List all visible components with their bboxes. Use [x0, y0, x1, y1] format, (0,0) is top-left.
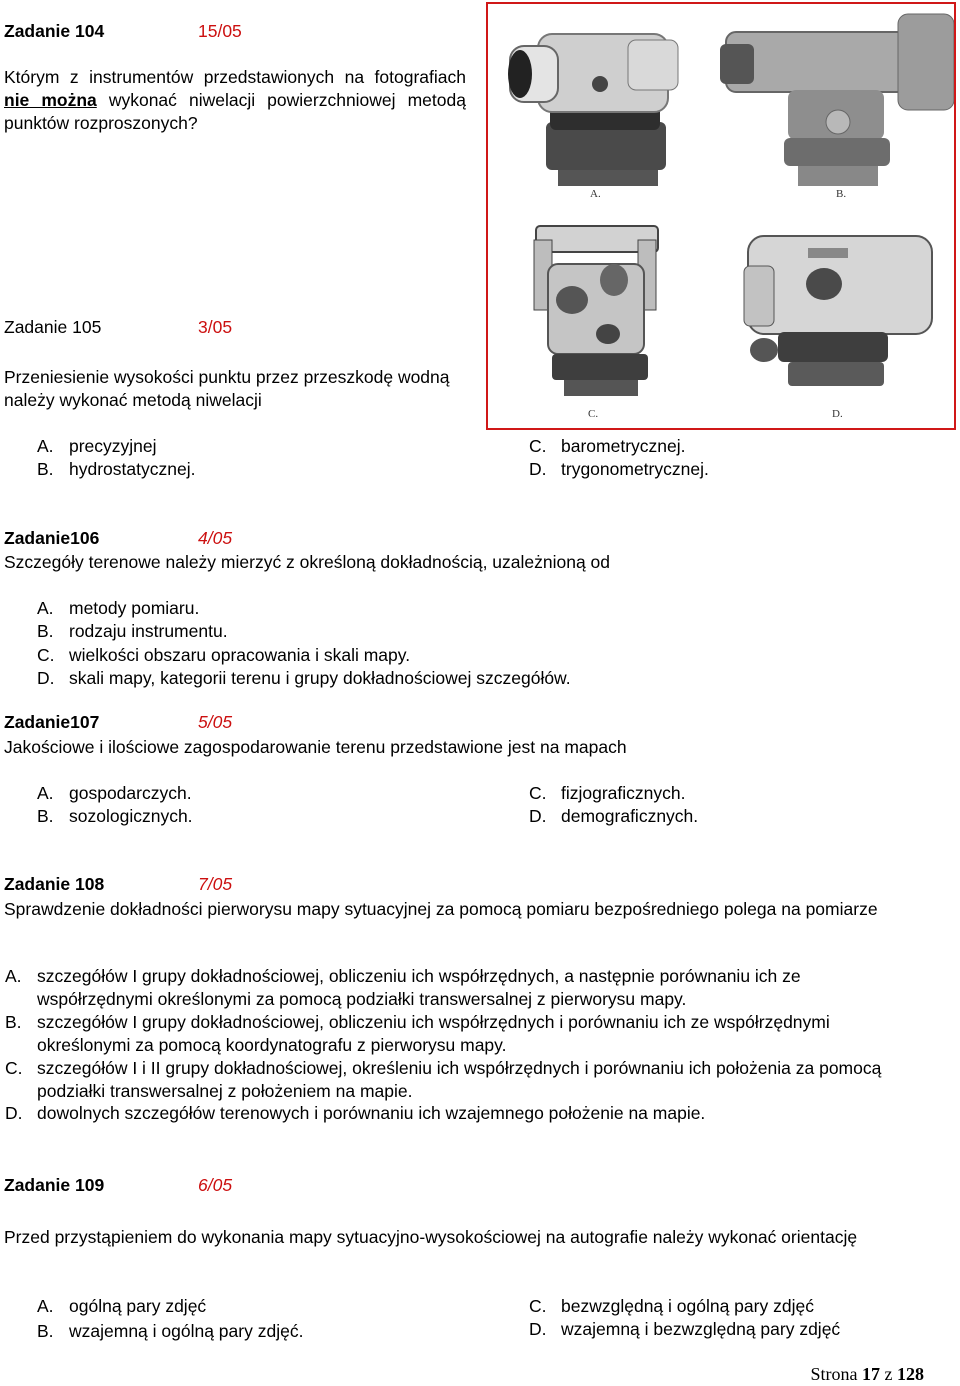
instrument-d	[744, 236, 932, 386]
photo-label-b: B.	[836, 188, 847, 200]
z107-option-b: B. sozologicznych.	[37, 806, 193, 826]
photo-label-a: A.	[590, 188, 601, 200]
z104-emphasis: nie można	[4, 90, 97, 110]
page-total: 128	[897, 1364, 924, 1384]
z109-score: 6/05	[198, 1175, 233, 1195]
z109-option-a: A. ogólną pary zdjęć	[37, 1296, 207, 1316]
z105-option-d: D. trygonometrycznej.	[529, 459, 709, 479]
z105-question: Przeniesienie wysokości punktu przez przeszkodę wodną należy wykonać metodą niwelacji	[4, 367, 450, 410]
z106-option-a: A. metody pomiaru.	[37, 598, 200, 618]
z106-option-c: C. wielkości obszaru opracowania i skali mapy.	[37, 645, 411, 665]
z108-title: Zadanie 108	[4, 874, 105, 894]
z104-score: 15/05	[198, 21, 242, 41]
photo-label-d: D.	[832, 408, 843, 420]
z108-question: Sprawdzenie dokładności pierworysu mapy sytuacyjnej za pomocą pomiaru bezpośredniego polega na pomiarze	[4, 899, 878, 919]
instrument-a	[508, 34, 678, 186]
z109-option-c: C. bezwzględną i ogólną pary zdjęć	[529, 1296, 814, 1316]
z108-option-d: D. dowolnych szczegółów terenowych i porównaniu ich wzajemnego położenie na mapie.	[5, 1103, 706, 1123]
page-number: 17	[862, 1364, 880, 1384]
z108-score: 7/05	[198, 874, 233, 894]
z107-question: Jakościowe i ilościowe zagospodarowanie terenu przedstawione jest na mapach	[4, 737, 627, 757]
z106-option-d: D. skali mapy, kategorii terenu i grupy dokładnościowej szczegółów.	[37, 668, 571, 688]
z107-option-c: C. fizjograficznych.	[529, 783, 686, 803]
instrument-photos-svg	[488, 4, 954, 428]
z108-option-a: A. szczegółów I grupy dokładnościowej, obliczeniu ich współrzędnych, a następnie porównaniu ich ze współrzędnymi określonymi za pomocą podziałki transwersalnej z pierworysu mapy.	[5, 966, 801, 1009]
z109-title: Zadanie 109	[4, 1175, 105, 1195]
z108-option-b: B. szczegółów I grupy dokładnościowej, obliczeniu ich współrzędnych i porównaniu ich ze współrzędnymi określonymi za pomocą koordynatografu z pierworysu mapy.	[5, 1012, 830, 1055]
z108-option-c: C. szczegółów I i II grupy dokładnościowej, określeniu ich współrzędnych i porównaniu ich położenia za pomocą podziałki transwersalnej z położeniem na mapie.	[5, 1058, 882, 1101]
z106-title: Zadanie106	[4, 528, 100, 548]
z105-option-b: B. hydrostatycznej.	[37, 459, 196, 479]
z106-option-b: B. rodzaju instrumentu.	[37, 621, 228, 641]
page-footer: Strona 17 z 128	[810, 1364, 924, 1384]
z105-score: 3/05	[198, 317, 233, 337]
z107-score: 5/05	[198, 712, 233, 732]
z109-option-d: D. wzajemną i bezwzględną pary zdjęć	[529, 1319, 841, 1339]
z106-score: 4/05	[198, 528, 233, 548]
z104-title: Zadanie 104	[4, 21, 105, 41]
photo-label-c: C.	[588, 408, 599, 420]
z106-question: Szczegóły terenowe należy mierzyć z określoną dokładnością, uzależnioną od	[4, 552, 611, 572]
z105-option-a: A. precyzyjnej	[37, 436, 157, 456]
z105-title: Zadanie 105	[4, 317, 102, 337]
z109-question: Przed przystąpieniem do wykonania mapy sytuacyjno-wysokościowej na autografie należy wykonać orientację	[4, 1227, 858, 1247]
z107-option-d: D. demograficznych.	[529, 806, 699, 826]
z107-title: Zadanie107	[4, 712, 100, 732]
instrument-c	[534, 226, 658, 396]
instrument-b	[720, 14, 954, 186]
instrument-photos	[486, 2, 956, 430]
z109-option-b: B. wzajemną i ogólną pary zdjęć.	[37, 1321, 304, 1341]
z105-option-c: C. barometrycznej.	[529, 436, 686, 456]
z104-question: Którym z instrumentów przedstawionych na fotografiach nie można wykonać niwelacji powierzchniowej metodą punktów rozproszonych?	[4, 67, 466, 133]
z107-option-a: A. gospodarczych.	[37, 783, 192, 803]
